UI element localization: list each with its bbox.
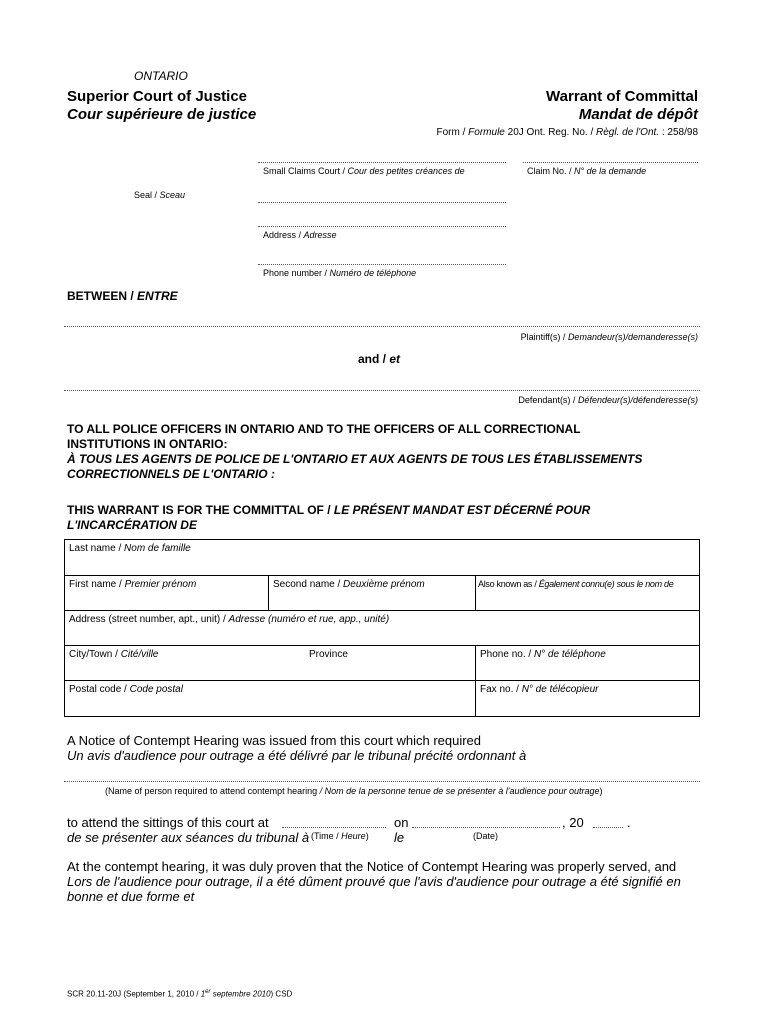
notice-block bbox=[67, 733, 526, 763]
court-address-label: Address / Adresse bbox=[263, 230, 337, 240]
attend-en: to attend the sittings of this court at bbox=[67, 815, 269, 830]
and-label: and / et bbox=[358, 352, 401, 366]
person-name-label: (Name of person required to attend contempt hearing / Nom de la personne tenue de se présenter à l'audience pour outrage) bbox=[105, 786, 603, 796]
date-label: (Date) bbox=[473, 831, 499, 841]
person-name-field[interactable] bbox=[64, 767, 700, 781]
seal-label: Seal / Sceau bbox=[134, 190, 186, 200]
defendant-field[interactable] bbox=[64, 376, 700, 390]
notice-fr: Un avis d'audience pour outrage a été délivré par le tribunal précité ordonnant à bbox=[67, 748, 527, 763]
plaintiff-field[interactable] bbox=[64, 312, 700, 326]
address-line-2 bbox=[258, 226, 506, 227]
aka-cell[interactable]: Also known as / Également connu(e) sous le nom de bbox=[476, 576, 699, 611]
form-title-en: Warrant of Committal bbox=[546, 88, 698, 105]
court-phone-label: Phone number / Numéro de téléphone bbox=[263, 268, 417, 278]
second-name-cell[interactable]: Second name / Deuxième prénom bbox=[269, 576, 476, 611]
plaintiff-line bbox=[64, 326, 700, 327]
form-number: Form / Formule 20J Ont. Reg. No. / Règl. de l'Ont. : 258/98 bbox=[436, 127, 698, 138]
small-claims-court-field[interactable] bbox=[258, 152, 506, 164]
form-title-fr: Mandat de dépôt bbox=[578, 106, 698, 123]
claim-no-label: Claim No. / N° de la demande bbox=[527, 166, 647, 176]
attend-fr: de se présenter aux séances du tribunal à bbox=[67, 830, 310, 845]
court-name-fr: Cour supérieure de justice bbox=[67, 106, 257, 123]
proven-en: At the contempt hearing, it was duly proven that the Notice of Contempt Hearing was properly served, and bbox=[67, 859, 677, 874]
addressee-en-line1: TO ALL POLICE OFFICERS IN ONTARIO AND TO THE OFFICERS OF ALL CORRECTIONAL bbox=[67, 422, 581, 436]
fax-cell[interactable]: Fax no. / N° de télécopieur bbox=[480, 684, 599, 695]
date-field[interactable] bbox=[412, 813, 560, 827]
last-name-cell[interactable]: Last name / Nom de famille bbox=[65, 540, 699, 576]
court-name-en: Superior Court of Justice bbox=[67, 88, 248, 105]
province-label: ONTARIO bbox=[134, 69, 188, 83]
addressee-fr-line2: CORRECTIONNELS DE L'ONTARIO : bbox=[67, 467, 275, 481]
notice-en: A Notice of Contempt Hearing was issued from this court which required bbox=[67, 733, 482, 748]
defendant-line bbox=[64, 390, 700, 391]
addressee-fr-line1: À TOUS LES AGENTS DE POLICE DE L'ONTARIO ET AUX AGENTS DE TOUS LES ÉTABLISSEMENTS bbox=[67, 452, 643, 466]
province-cell-label: Province bbox=[309, 649, 348, 660]
year-line bbox=[593, 827, 623, 828]
small-claims-court-label: Small Claims Court / Cour des petites créances de bbox=[263, 166, 465, 176]
time-field[interactable] bbox=[282, 813, 386, 827]
court-phone-field[interactable] bbox=[258, 254, 506, 266]
proven-block bbox=[67, 859, 681, 904]
person-address-cell[interactable]: Address (street number, apt., unit) / Adresse (numéro et rue, app., unité) bbox=[65, 611, 699, 646]
date-line bbox=[412, 827, 560, 828]
committal-heading: THIS WARRANT IS FOR THE COMMITTAL OF / LE PRÉSENT MANDAT EST DÉCERNÉ POUR L'INCARCÉRATION DE bbox=[67, 503, 591, 532]
addressee-block bbox=[67, 422, 642, 482]
city-cell[interactable]: City/Town / Cité/ville bbox=[65, 646, 476, 681]
person-phone-cell[interactable]: Phone no. / N° de téléphone bbox=[476, 646, 699, 681]
period: . bbox=[627, 815, 631, 830]
postal-code-cell[interactable]: Postal code / Code postal bbox=[65, 681, 476, 716]
addressee-en-line2: INSTITUTIONS IN ONTARIO: bbox=[67, 437, 228, 451]
proven-fr2: bonne et due forme et bbox=[67, 889, 195, 904]
plaintiff-label: Plaintiff(s) / Demandeur(s)/demanderesse(s) bbox=[520, 332, 698, 342]
proven-fr1: Lors de l'audience pour outrage, il a été dûment prouvé que l'avis d'audience pour outrage a été signifié en bbox=[67, 874, 681, 889]
year-field[interactable] bbox=[593, 813, 623, 827]
time-line bbox=[282, 827, 386, 828]
year-prefix: , 20 bbox=[562, 815, 584, 830]
person-details-table bbox=[64, 539, 700, 717]
between-label: BETWEEN / ENTRE bbox=[67, 289, 178, 303]
time-label: (Time / Heure) bbox=[311, 831, 369, 841]
on-fr: le bbox=[394, 830, 405, 845]
defendant-label: Defendant(s) / Défendeur(s)/défenderesse(s) bbox=[518, 395, 698, 405]
first-name-cell[interactable]: First name / Premier prénom bbox=[65, 576, 269, 611]
person-name-line bbox=[64, 781, 700, 782]
on-en: on bbox=[394, 815, 409, 830]
court-address-field[interactable] bbox=[258, 192, 506, 226]
claim-no-field[interactable] bbox=[523, 152, 698, 164]
footer-code: SCR 20.11-20J (September 1, 2010 / 1er septembre 2010) CSD bbox=[67, 989, 293, 999]
